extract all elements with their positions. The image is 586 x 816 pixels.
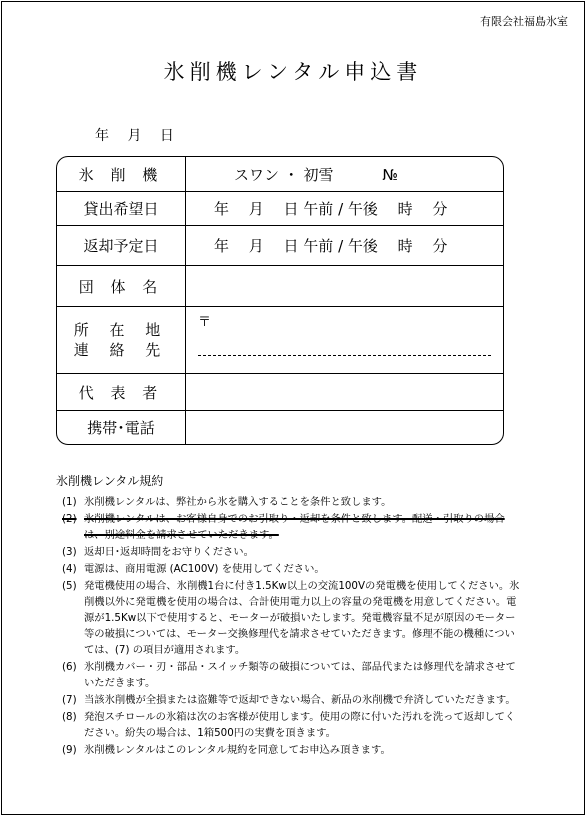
rules-list — [62, 494, 522, 759]
form-row-address — [57, 307, 503, 374]
document-title: 氷削機レンタル申込書 — [163, 60, 423, 84]
company-name: 有限会社福島氷室 — [480, 15, 568, 28]
address-label-line2: 連 絡 先 — [73, 341, 169, 359]
return-date-field[interactable]: 年 月 日 午前 / 午後 時 分 — [186, 226, 503, 266]
machine-value: スワン ・ 初雪 — [234, 165, 334, 184]
postal-mark: 〒 — [198, 315, 212, 330]
rule-item: (8) 発泡スチロールの氷箱は次のお客様が使用します。使用の際に付いた汚れを洗って返却してください。紛失の場合は、1箱500円の実費を頂きます。 — [62, 711, 516, 739]
form-row-rent-date — [57, 192, 503, 226]
rule-item: (1) 氷削機レンタルは、弊社から氷を購入することを条件と致します。 — [62, 496, 392, 508]
address-divider — [198, 355, 491, 356]
rule-item: (3) 返却日･返却時間をお守りください。 — [62, 546, 254, 558]
machine-number-mark: № — [382, 165, 398, 184]
phone-label: 携帯･電話 — [57, 411, 186, 444]
rule-item: (4) 電源は、商用電源 (AC100V) を使用してください。 — [62, 563, 325, 575]
phone-field[interactable] — [186, 411, 503, 444]
rules-title: 氷削機レンタル規約 — [56, 474, 164, 488]
group-label: 団 体 名 — [57, 266, 186, 307]
machine-field[interactable] — [186, 157, 503, 192]
form-row-machine — [57, 157, 503, 192]
rule-item: (5) 発電機使用の場合、氷削機1台に付き1.5Kw以上の交流100Vの発電機を使用してください。氷削機以外に発電機を使用の場合は、合計使用電力以上の容量の発電機を用意してください。電源が1.5Kw以下で使用すると、モーターが破損いたします。発電機容量不足が原因のモーター等の破損については、モーター交換修理代を請求させていただきます。修理不能の機種については、(7) の項目が適用されます。 — [62, 580, 520, 656]
rent-date-field[interactable]: 年 月 日 午前 / 午後 時 分 — [186, 192, 503, 226]
group-field[interactable] — [186, 266, 503, 307]
rule-item: (7) 当該氷削機が全損または盗難等で返却できない場合、新品の氷削機で弁済していただきます。 — [62, 694, 516, 706]
address-label-line1: 所 在 地 — [73, 321, 169, 339]
form-row-phone — [57, 411, 503, 444]
rule-item: (9) 氷削機レンタルはこのレンタル規約を同意してお申込み頂きます。 — [62, 744, 391, 756]
application-form — [56, 156, 504, 445]
address-field[interactable] — [186, 307, 503, 374]
address-label — [57, 307, 186, 374]
rule-item-struck: (2) 氷削機レンタルは、お客様自身でのお引取り・返却を条件と致します。配送・引取りの場合は、別途料金を請求させていただきます。 — [62, 513, 505, 541]
return-date-label: 返却予定日 — [57, 226, 186, 266]
representative-field[interactable] — [186, 374, 503, 411]
date-line: 年 月 日 — [95, 128, 174, 144]
representative-label: 代 表 者 — [57, 374, 186, 411]
form-row-representative — [57, 374, 503, 411]
form-row-return-date — [57, 226, 503, 266]
machine-label: 氷 削 機 — [57, 157, 186, 192]
rent-date-label: 貸出希望日 — [57, 192, 186, 226]
form-row-group — [57, 266, 503, 307]
rule-item: (6) 氷削機カバー・刃・部品・スイッチ類等の破損については、部品代または修理代を請求させていただきます。 — [62, 661, 516, 689]
